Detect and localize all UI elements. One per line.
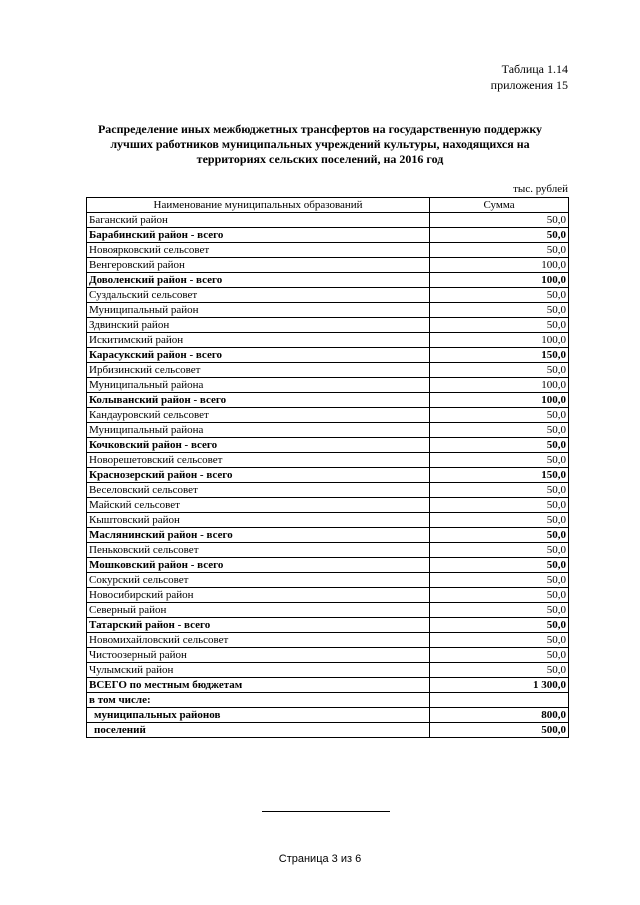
table-row (87, 438, 569, 453)
amount-value: 100,0 (430, 378, 569, 393)
municipality-name: Пеньковский сельсовет (87, 543, 430, 558)
amount-value: 50,0 (430, 483, 569, 498)
municipality-name: Маслянинский район - всего (87, 528, 430, 543)
table-row (87, 423, 569, 438)
title-line-3: территориях сельских поселений, на 2016 год (196, 152, 444, 166)
header-name: Наименование муниципальных образований (87, 198, 430, 213)
municipality-name: Татарский район - всего (87, 618, 430, 633)
amount-value: 50,0 (430, 603, 569, 618)
amount-value: 50,0 (430, 318, 569, 333)
municipality-name: Новоярковский сельсовет (87, 243, 430, 258)
amount-value: 100,0 (430, 393, 569, 408)
amount-value: 100,0 (430, 333, 569, 348)
table-row (87, 303, 569, 318)
municipality-name: Новосибирский район (87, 588, 430, 603)
municipality-name: муниципальных районов (87, 708, 430, 723)
table-row (87, 513, 569, 528)
table-row (87, 228, 569, 243)
amount-value: 800,0 (430, 708, 569, 723)
amount-value: 50,0 (430, 303, 569, 318)
table-row (87, 348, 569, 363)
table-row (87, 378, 569, 393)
table-row (87, 528, 569, 543)
municipality-name: Мошковский район - всего (87, 558, 430, 573)
municipality-name: Карасукский район - всего (87, 348, 430, 363)
table-row (87, 708, 569, 723)
amount-value: 50,0 (430, 438, 569, 453)
amount-value (430, 693, 569, 708)
amount-value: 50,0 (430, 288, 569, 303)
table-row (87, 408, 569, 423)
appendix-reference: приложения 15 (490, 78, 568, 92)
table-row (87, 288, 569, 303)
amount-value: 50,0 (430, 528, 569, 543)
table-row (87, 663, 569, 678)
amount-value: 100,0 (430, 258, 569, 273)
amount-value: 1 300,0 (430, 678, 569, 693)
amount-value: 50,0 (430, 243, 569, 258)
footnote-separator (262, 811, 390, 812)
table-row (87, 723, 569, 738)
table-header-row (87, 198, 569, 213)
table-row (87, 363, 569, 378)
amount-value: 50,0 (430, 648, 569, 663)
municipality-name: Северный район (87, 603, 430, 618)
table-row (87, 453, 569, 468)
amount-value: 50,0 (430, 453, 569, 468)
municipality-name: Новомихайловский сельсовет (87, 633, 430, 648)
municipality-name: Барабинский район - всего (87, 228, 430, 243)
municipality-name: Кыштовский район (87, 513, 430, 528)
amount-value: 50,0 (430, 588, 569, 603)
amount-value: 50,0 (430, 498, 569, 513)
table-row (87, 618, 569, 633)
amount-value: 150,0 (430, 468, 569, 483)
table-row (87, 318, 569, 333)
municipality-name: Муниципальный район (87, 303, 430, 318)
table-row (87, 258, 569, 273)
table-row (87, 693, 569, 708)
table-row (87, 678, 569, 693)
amount-value: 50,0 (430, 558, 569, 573)
title-line-2: лучших работников муниципальных учреждений культуры, находящихся на (110, 137, 530, 151)
header-sum: Сумма (430, 198, 569, 213)
table-row (87, 243, 569, 258)
municipality-name: Баганский район (87, 213, 430, 228)
municipality-name: Искитимский район (87, 333, 430, 348)
municipality-name: ВСЕГО по местным бюджетам (87, 678, 430, 693)
municipality-name: Кочковский район - всего (87, 438, 430, 453)
table-row (87, 483, 569, 498)
municipality-name: Венгеровский район (87, 258, 430, 273)
amount-value: 500,0 (430, 723, 569, 738)
municipality-name: Чулымский район (87, 663, 430, 678)
municipality-name: Чистоозерный район (87, 648, 430, 663)
amount-value: 50,0 (430, 618, 569, 633)
municipality-name: в том числе: (87, 693, 430, 708)
municipality-name: Ирбизинский сельсовет (87, 363, 430, 378)
municipality-name: Сокурский сельсовет (87, 573, 430, 588)
municipality-name: Колыванский район - всего (87, 393, 430, 408)
municipality-name: Суздальский сельсовет (87, 288, 430, 303)
amount-value: 50,0 (430, 408, 569, 423)
table-row (87, 633, 569, 648)
municipality-name: Доволенский район - всего (87, 273, 430, 288)
municipality-name: Муниципальный района (87, 423, 430, 438)
page-number: Страница 3 из 6 (278, 853, 362, 865)
table-row (87, 543, 569, 558)
table-body (87, 213, 569, 738)
unit-label: тыс. рублей (513, 183, 568, 195)
table-row (87, 213, 569, 228)
table-row (87, 333, 569, 348)
municipality-name: Майский сельсовет (87, 498, 430, 513)
amount-value: 150,0 (430, 348, 569, 363)
amount-value: 50,0 (430, 573, 569, 588)
amount-value: 50,0 (430, 423, 569, 438)
table-row (87, 588, 569, 603)
municipality-name: Веселовский сельсовет (87, 483, 430, 498)
amount-value: 50,0 (430, 543, 569, 558)
table-row (87, 468, 569, 483)
table-row (87, 558, 569, 573)
table-row (87, 603, 569, 618)
table-row (87, 273, 569, 288)
amount-value: 50,0 (430, 663, 569, 678)
municipality-name: Муниципальный района (87, 378, 430, 393)
municipality-name: Краснозерский район - всего (87, 468, 430, 483)
municipality-name: поселений (87, 723, 430, 738)
amount-value: 50,0 (430, 363, 569, 378)
table-reference (491, 61, 568, 93)
table-number: Таблица 1.14 (501, 62, 568, 76)
distribution-table (86, 197, 569, 738)
table-row (87, 393, 569, 408)
table-row (87, 573, 569, 588)
municipality-name: Кандауровский сельсовет (87, 408, 430, 423)
amount-value: 100,0 (430, 273, 569, 288)
municipality-name: Здвинский район (87, 318, 430, 333)
amount-value: 50,0 (430, 513, 569, 528)
municipality-name: Новорешетовский сельсовет (87, 453, 430, 468)
amount-value: 50,0 (430, 213, 569, 228)
amount-value: 50,0 (430, 228, 569, 243)
table-row (87, 498, 569, 513)
table-row (87, 648, 569, 663)
title-line-1: Распределение иных межбюджетных трансфертов на государственную поддержку (97, 122, 543, 136)
amount-value: 50,0 (430, 633, 569, 648)
document-title (84, 122, 556, 167)
